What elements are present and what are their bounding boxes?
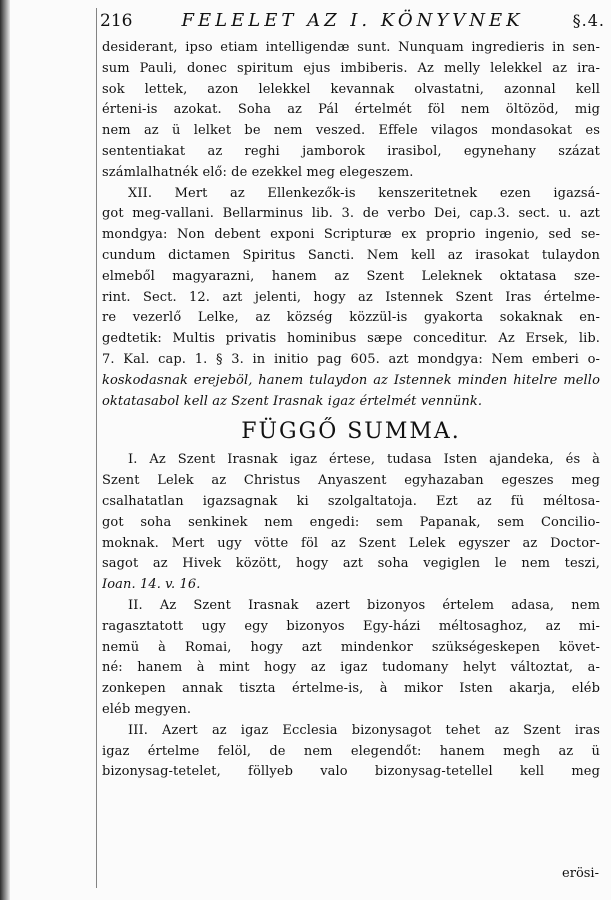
text-line: cundum dictamen Spiritus Sancti. Nem kell az irasokat tulaydon: [102, 247, 600, 263]
text-body: [102, 38, 600, 783]
summa-item-2: [102, 596, 600, 721]
text-line: 7. Kal. cap. 1. § 3. in initio pag 605. azt mondgya: Nem emberi o-: [102, 351, 600, 367]
text-line: rint. Sect. 12. azt jelenti, hogy az Istennek Szent Iras értelme-: [102, 289, 600, 305]
section-mark: §.4.: [572, 11, 605, 30]
text-line: gedtetik: Multis privatis hominibus sæpe conceditur. Az Ersek, lib.: [102, 331, 600, 347]
text-line: desiderant, ipso etiam intelligendæ sunt. Nunquam ingredieris in sen-: [102, 40, 600, 55]
paragraph-xii: [102, 184, 600, 413]
text-line: mondgya: Non debent exponi Scripturæ ex proprio ingenio, sed se-: [102, 227, 600, 243]
section-heading: FÜGGŐ SUMMA.: [241, 419, 461, 445]
catchword: erösi-: [562, 866, 599, 881]
text-line: igaz értelme felöl, de nem elegendőt: hanem megh az ü: [102, 743, 600, 759]
text-line: nemü à Romai, hogy azt mindenkor szükségeskepen követ-: [102, 639, 600, 655]
text-line: sententiakat az reghi jamborok irasibol, egynehany százat: [102, 143, 600, 159]
text-line: oktatasabol kell az Szent Irasnak igaz értelmét vennünk.: [102, 393, 483, 409]
text-line: sum Pauli, donec spiritum ejus imbiberis. Az melly lelekkel az ira-: [102, 60, 600, 76]
text-line: Ioan. 14. v. 16.: [102, 577, 201, 593]
text-line: eléb megyen.: [102, 701, 192, 717]
text-line: got soha senkinek nem engedi: sem Papanak, sem Concilio-: [102, 514, 600, 530]
running-title: FELELET AZ I. KÖNYVNEK: [181, 10, 524, 31]
text-line: I. Az Szent Irasnak igaz értese, tudasa Isten ajandeka, és à: [128, 452, 600, 468]
text-line: számlalhatnék elő: de ezekkel meg elegeszem.: [102, 164, 414, 180]
text-block-rule: [96, 8, 97, 888]
text-line: ragasztatott ugy egy bizonyos Egy-házi méltosaghoz, az mi-: [102, 618, 600, 634]
text-line: zonkepen annak tiszta értelme-is, à mikor Isten akarja, eléb: [102, 681, 600, 697]
text-line: moknak. Mert ugy vötte föl az Szent Lelek egyszer az Doctor-: [102, 535, 600, 551]
binding-shadow: [0, 0, 10, 900]
text-line: koskodasnak erejeböl, hanem tulaydon az Istennek minden hitelre mello: [102, 372, 600, 388]
text-line: II. Az Szent Irasnak azert bizonyos értelem adasa, nem: [128, 597, 600, 613]
text-line: érteni-is azokat. Soha az Pál értelmét föl nem öltözöd, mig: [102, 102, 600, 118]
text-line: bizonysag-tetelet, föllyeb valo bizonysag-tetellel kell meg: [102, 764, 600, 780]
page-number: 216: [100, 11, 133, 31]
text-line: sagot az Hivek között, hogy azt soha vegiglen le nem teszi,: [102, 556, 600, 572]
text-line: nem az ü lelket be nem veszed. Effele vilagos mondasokat es: [102, 123, 600, 139]
text-line: III. Azert az igaz Ecclesia bizonysagot tehet az Szent iras: [128, 722, 600, 738]
text-line: XII. Mert az Ellenkezők-is kenszeritetnek ezen igazsá-: [128, 185, 600, 201]
text-line: Szent Lelek az Christus Anyaszent egyhazaban egeszes meg: [102, 473, 600, 489]
text-line: re vezerlő Lelke, az község közzül-is gyakorta sokaknak en-: [102, 310, 600, 326]
text-line: né: hanem à mint hogy az igaz tudomany helyt változtat, a-: [102, 660, 600, 676]
summa-item-3: [102, 721, 600, 783]
text-line: csalhatatlan igazsagnak ki szolgaltatoja. Ezt az fü méltosa-: [102, 493, 600, 509]
paragraph-continued: [102, 38, 600, 184]
page-header: [100, 10, 605, 34]
text-line: got meg-vallani. Bellarminus lib. 3. de verbo Dei, cap.3. sect. u. azt: [102, 206, 600, 222]
text-line: elmeből magyarazni, hanem az Szent Leleknek oktatasa sze-: [102, 268, 600, 284]
text-line: sok lettek, azon lelekkel kevannak olvastatni, azonnal kell: [102, 81, 600, 97]
summa-item-1: [102, 450, 600, 596]
